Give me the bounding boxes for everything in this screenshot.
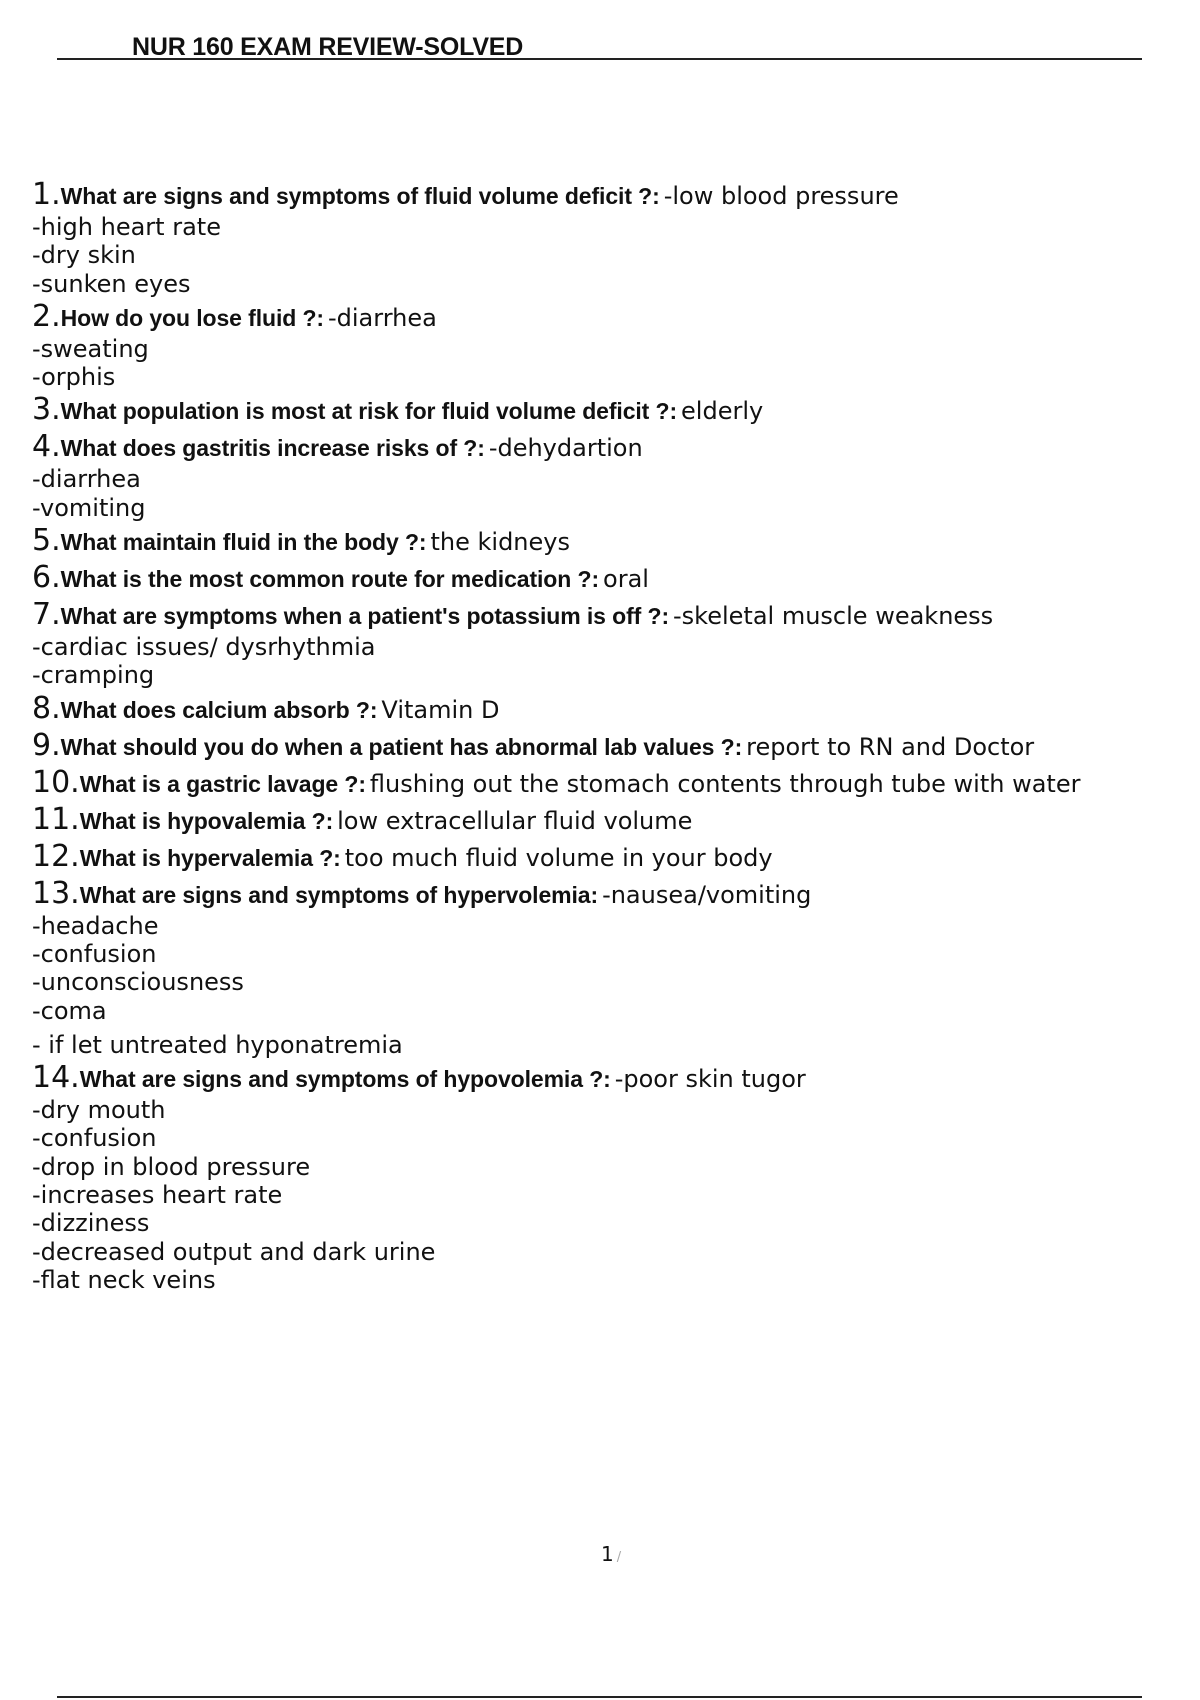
answer-line: -increases heart rate: [32, 1181, 283, 1210]
question-text: What are signs and symptoms of hypervolemia:: [79, 881, 599, 908]
answer-line: -dry skin: [32, 241, 136, 270]
question-number: 12.: [32, 838, 80, 874]
question-text: What population is most at risk for fluid volume deficit ?:: [60, 398, 678, 425]
qa-item: [32, 176, 1172, 298]
question-line: [32, 428, 1172, 465]
question-text: What does gastritis increase risks of ?:: [60, 435, 485, 462]
qa-list: [32, 176, 1172, 1294]
answer-line: -dry mouth: [32, 1096, 166, 1125]
answer-line: -vomiting: [32, 493, 146, 522]
answer-text: -low blood pressure: [663, 182, 899, 210]
question-text: What is hypervalemia ?:: [79, 844, 341, 871]
answer-line: - if let untreated hyponatremia: [32, 1030, 403, 1059]
qa-item: [32, 522, 1172, 559]
question-text: What does calcium absorb ?:: [60, 696, 378, 723]
question-text: What is the most common route for medication ?:: [60, 566, 600, 593]
answer-text: flushing out the stomach contents through tube with water: [369, 769, 1081, 798]
question-line: [32, 727, 1172, 764]
answer-line: -cramping: [32, 661, 155, 690]
qa-item: [32, 764, 1172, 801]
answer-text: too much fluid volume in your body: [344, 843, 773, 872]
question-number: 2.: [32, 298, 61, 334]
answer-line: -confusion: [32, 939, 157, 968]
answer-line: -headache: [32, 911, 159, 940]
question-line: [32, 596, 1172, 633]
question-line: [32, 838, 1172, 875]
answer-text: -diarrhea: [327, 303, 437, 332]
qa-item: [32, 298, 1172, 392]
answer-text: -skeletal muscle weakness: [673, 602, 994, 631]
question-number: 14.: [32, 1060, 80, 1096]
question-text: What should you do when a patient has abnormal lab values ?:: [60, 733, 743, 760]
qa-item: [32, 428, 1172, 522]
answer-line: -diarrhea: [32, 465, 141, 494]
answer-text: report to RN and Doctor: [746, 732, 1035, 761]
question-text: What are signs and symptoms of fluid volume deficit ?:: [60, 183, 660, 209]
answer-line: -coma: [32, 996, 107, 1025]
qa-item: [32, 690, 1172, 727]
question-line: [32, 1059, 1172, 1096]
question-line: [32, 764, 1172, 801]
answer-text: -poor skin tugor: [614, 1065, 806, 1094]
answer-text: oral: [603, 565, 649, 594]
qa-item: [32, 801, 1172, 838]
qa-item: [32, 838, 1172, 875]
question-number: 7.: [32, 597, 61, 633]
question-text: What is hypovalemia ?:: [79, 807, 334, 834]
question-number: 8.: [32, 690, 61, 726]
answer-line: -cardiac issues/ dysrhythmia: [32, 633, 376, 662]
question-text: What are signs and symptoms of hypovolemia ?:: [79, 1066, 611, 1093]
question-number: 9.: [32, 727, 61, 763]
answer-text: Vitamin D: [381, 695, 500, 724]
answer-line: -unconsciousness: [32, 968, 244, 997]
question-line: [32, 875, 1172, 912]
question-number: 4.: [32, 429, 61, 465]
question-line: [32, 522, 1172, 559]
question-line: [32, 176, 1172, 213]
answer-line: -flat neck veins: [32, 1265, 216, 1294]
answer-text: -nausea/vomiting: [602, 880, 812, 909]
answer-text: the kidneys: [430, 528, 570, 557]
answer-line: -dizziness: [32, 1209, 150, 1238]
question-line: [32, 298, 1172, 335]
question-number: 5.: [32, 523, 61, 559]
answer-line: -high heart rate: [32, 213, 221, 241]
answer-text: low extracellular fluid volume: [337, 806, 693, 835]
question-text: How do you lose fluid ?:: [60, 304, 324, 331]
qa-item: [32, 1059, 1172, 1294]
question-line: [32, 690, 1172, 727]
question-line: [32, 391, 1172, 428]
answer-line: -sweating: [32, 334, 149, 363]
qa-item: [32, 391, 1172, 428]
page-number-value: 1: [601, 1542, 614, 1566]
answer-text: -dehydartion: [488, 434, 643, 463]
question-line: [32, 801, 1172, 838]
question-text: What are symptoms when a patient's potassium is off ?:: [60, 603, 670, 630]
question-number: 3.: [32, 392, 61, 428]
answer-line: -decreased output and dark urine: [32, 1237, 436, 1266]
question-text: What is a gastric lavage ?:: [79, 770, 366, 797]
qa-item: [32, 596, 1172, 690]
answer-line: -sunken eyes: [32, 269, 191, 298]
question-number: 13.: [32, 875, 80, 911]
qa-item: [32, 559, 1172, 596]
answer-line: -drop in blood pressure: [32, 1152, 311, 1181]
question-number: 1.: [32, 177, 61, 212]
question-line: [32, 559, 1172, 596]
page-number-suffix: /: [616, 1550, 622, 1565]
answer-text: elderly: [681, 397, 764, 426]
qa-item: [32, 875, 1172, 1059]
document-title: NUR 160 EXAM REVIEW-SOLVED: [132, 34, 524, 58]
question-number: 11.: [32, 801, 80, 837]
question-number: 6.: [32, 560, 61, 596]
bottom-rule: [57, 1696, 1142, 1698]
page-number: [601, 1542, 621, 1570]
question-text: What maintain fluid in the body ?:: [60, 529, 427, 556]
page-header: [57, 30, 1142, 60]
question-number: 10.: [32, 764, 80, 800]
answer-line: -orphis: [32, 363, 116, 392]
answer-line: -confusion: [32, 1124, 157, 1153]
qa-item: [32, 727, 1172, 764]
